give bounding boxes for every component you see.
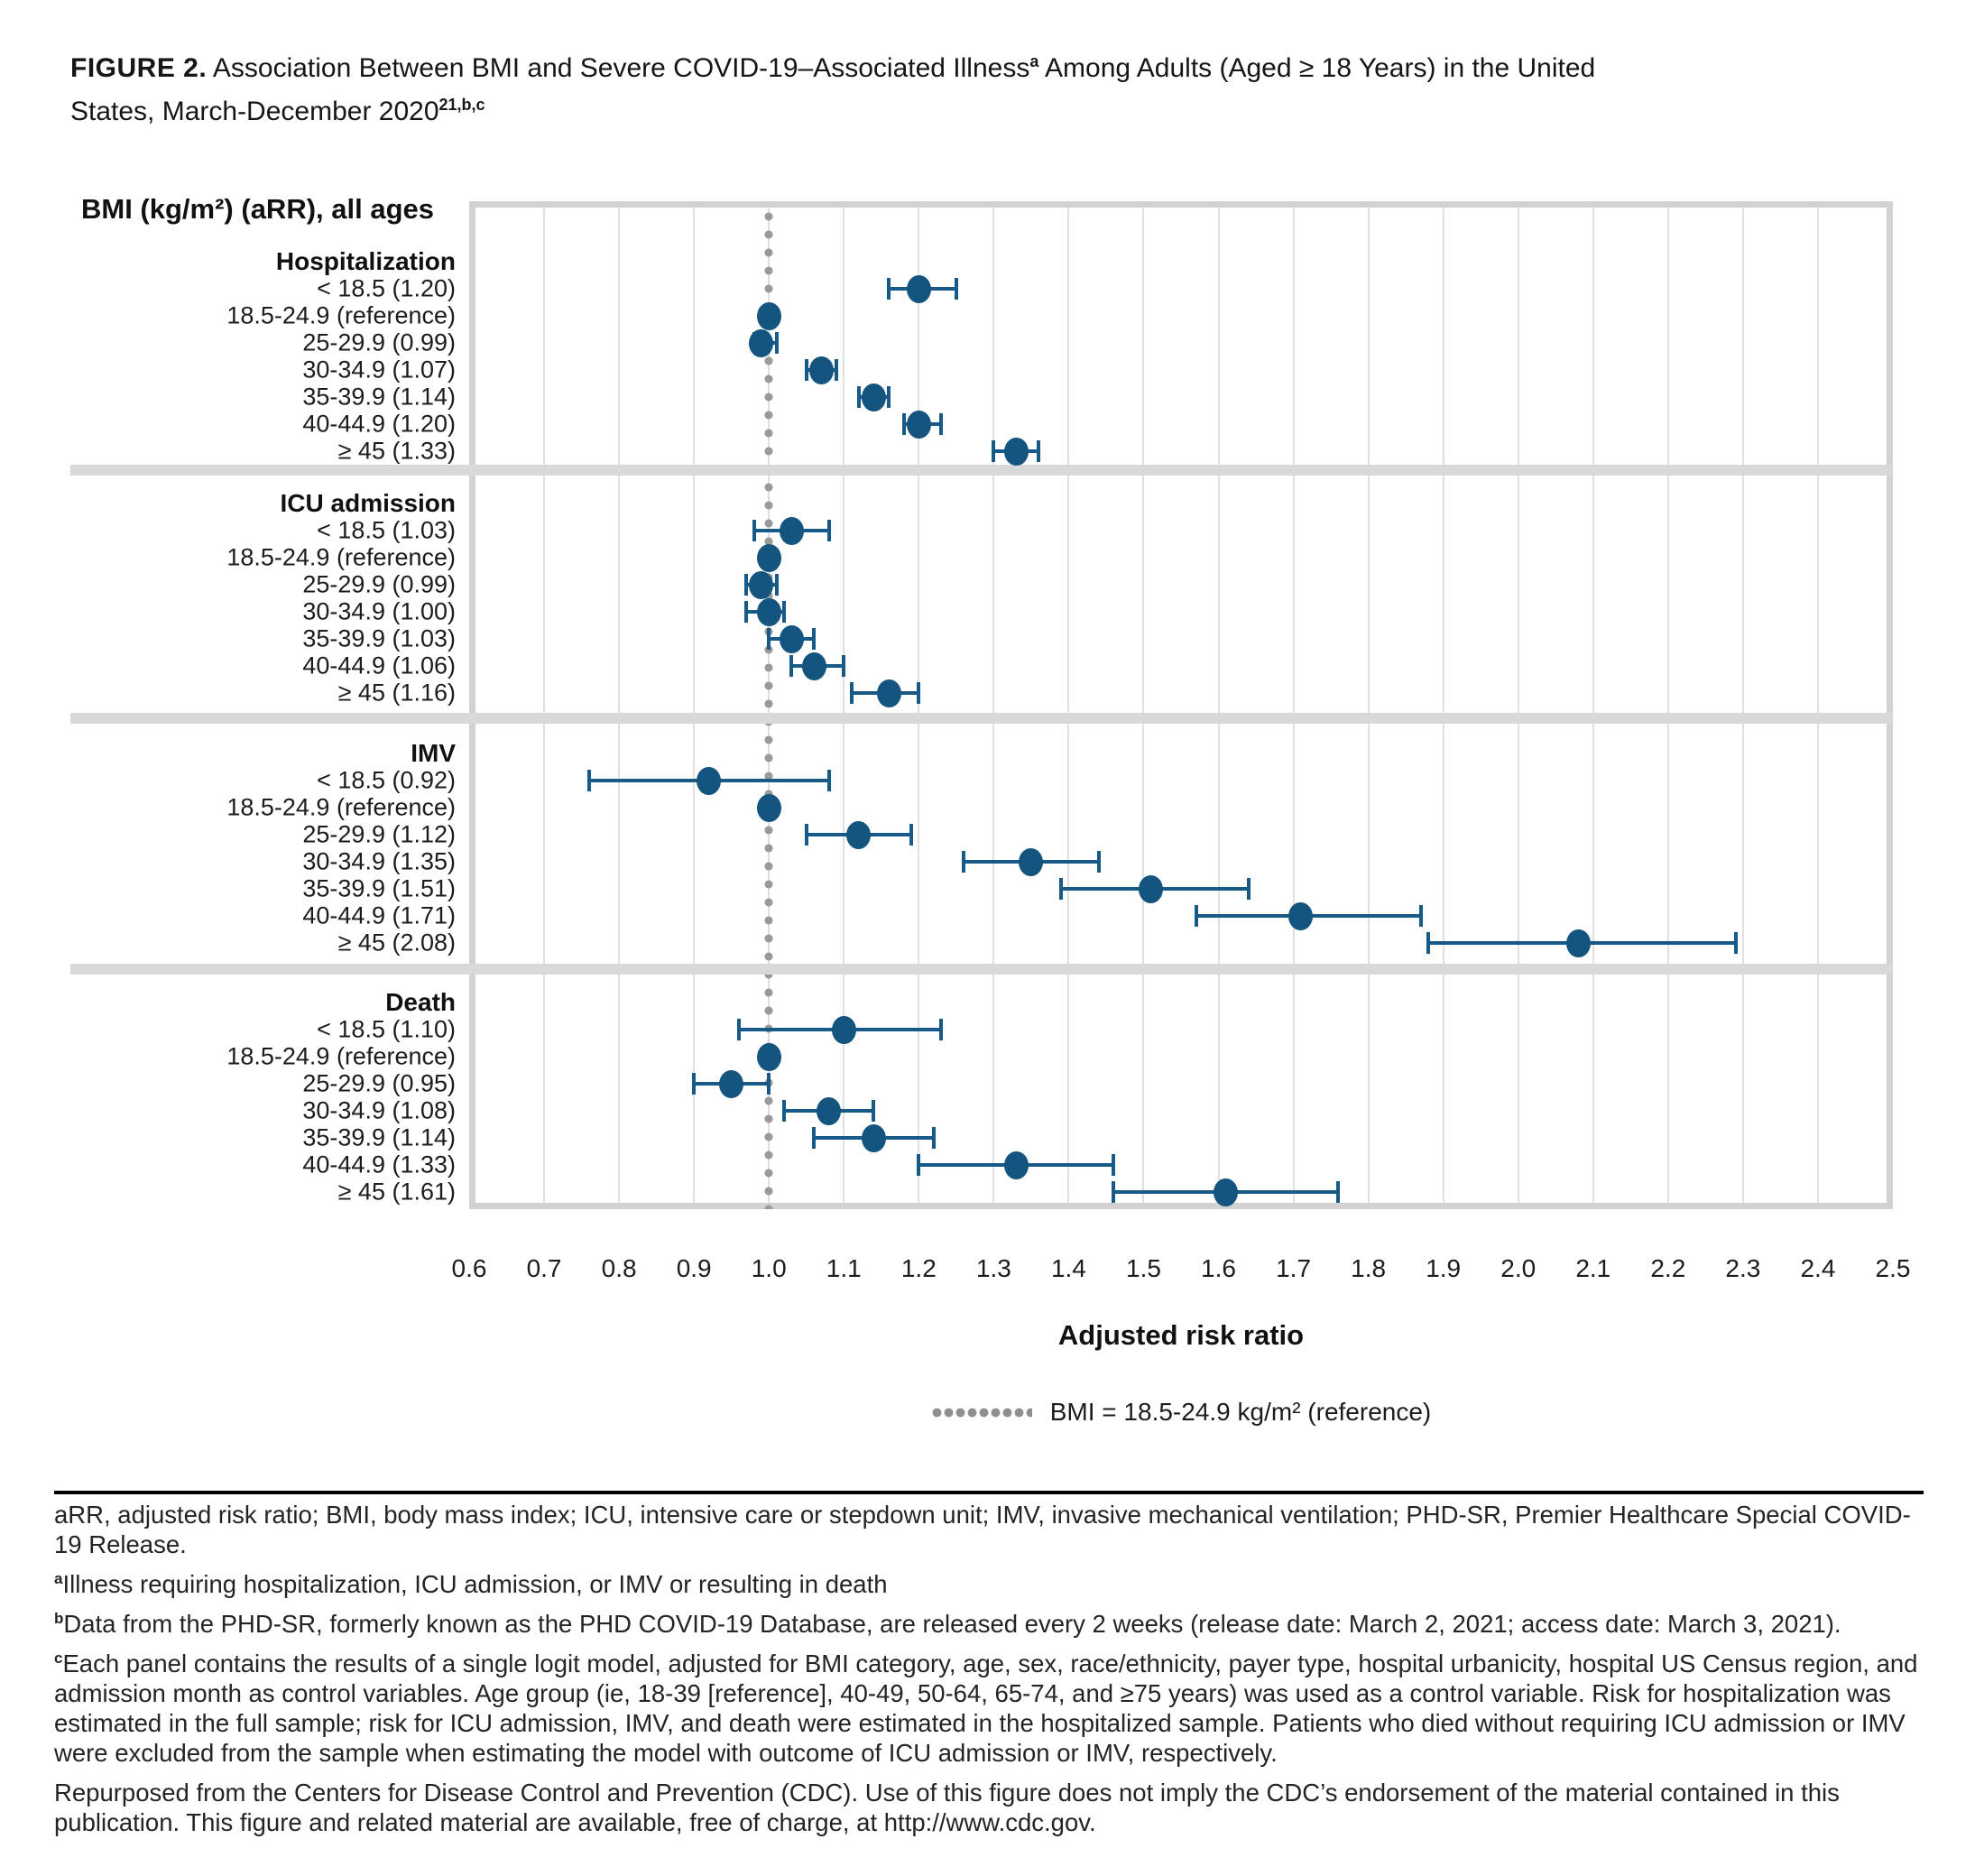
- forest-panels: [0, 201, 1893, 1209]
- row-plot-area: [469, 625, 1893, 652]
- point-marker: [757, 544, 781, 572]
- x-tick-label: 1.0: [751, 1254, 787, 1282]
- x-tick-label: 2.2: [1650, 1254, 1686, 1282]
- panel-divider: [70, 465, 1893, 476]
- panel-divider: [70, 964, 1893, 975]
- forest-row: [0, 652, 1893, 679]
- row-label: 25-29.9 (1.12): [302, 820, 456, 848]
- forest-row: [0, 384, 1893, 411]
- x-tick-label: 0.7: [526, 1254, 562, 1282]
- footnote: $^b$Data from the PHD-SR, formerly known as the PHD COVID-19 Database, are released every 2 weeks (release date: March 2, 2021; access date: March 3, 2021).: [54, 1609, 1841, 1638]
- row-plot-area: [469, 929, 1893, 956]
- forest-row: [0, 794, 1893, 821]
- ci-cap-left: [767, 628, 771, 650]
- row-plot-area: [469, 1124, 1893, 1151]
- ci-cap-right: [842, 655, 845, 677]
- point-marker: [802, 652, 826, 680]
- row-label: ≥ 45 (1.33): [337, 437, 456, 465]
- ci-cap-right: [1097, 851, 1101, 873]
- ci-cap-right: [1112, 1154, 1115, 1176]
- point-marker: [1004, 1151, 1029, 1179]
- ci-cap-left: [917, 1154, 920, 1176]
- forest-row: [0, 571, 1893, 598]
- footnote: $^c$Each panel contains the results of a single logit model, adjusted for BMI category, age, sex, race/ethnicity, payer type, hospital urbanicity, hospital US Census region, and admission month as control variables. Age group (ie, 18-39 [reference], 40-49, 50-64, 65-74, and ≥75 years) was used as a control variable. Risk for hospitalization was estimated in the full sample; risk for ICU admission, IMV, and death were estimated in the hospitalized sample. Patients who died without requiring ICU admission or IMV were excluded from the sample when estimating the model with outcome of ICU admission or IMV, respectively.: [54, 1649, 1918, 1767]
- point-marker: [877, 679, 901, 707]
- x-tick-label: 0.9: [676, 1254, 712, 1282]
- point-marker: [1566, 929, 1591, 957]
- point-marker: [749, 571, 773, 599]
- ci-cap-right: [1037, 440, 1040, 462]
- footnotes: [54, 1500, 1929, 1847]
- forest-row: [0, 1070, 1893, 1097]
- ci-cap-left: [744, 574, 748, 596]
- row-label: 25-29.9 (0.95): [302, 1069, 456, 1097]
- footnote: aRR, adjusted risk ratio; BMI, body mass index; ICU, intensive care or stepdown unit; IMV, invasive mechanical ventilation; PHD-SR, Premier Healthcare Special COVID-19 Release.: [54, 1501, 1911, 1558]
- row-plot-area: [469, 517, 1893, 544]
- point-marker: [862, 1124, 886, 1152]
- ci-cap-left: [737, 1019, 741, 1040]
- ci-cap-left: [789, 655, 793, 677]
- ci-cap-right: [812, 628, 816, 650]
- x-tick-label: 1.4: [1050, 1254, 1086, 1282]
- forest-row: [0, 1178, 1893, 1206]
- point-marker: [809, 356, 834, 384]
- row-label: 30-34.9 (1.35): [302, 847, 456, 875]
- ci-cap-left: [1426, 932, 1430, 954]
- ci-cap-right: [775, 574, 779, 596]
- panel-title-row: [0, 201, 1893, 275]
- point-marker: [697, 767, 721, 795]
- row-label: < 18.5 (1.03): [317, 516, 456, 544]
- point-marker: [817, 1097, 841, 1125]
- row-label: 25-29.9 (0.99): [302, 570, 456, 598]
- x-tick-label: 1.1: [826, 1254, 862, 1282]
- forest-row: [0, 1097, 1893, 1124]
- row-label: 18.5-24.9 (reference): [226, 543, 456, 571]
- row-label: 35-39.9 (1.14): [302, 383, 456, 411]
- x-axis-ticks: [451, 1254, 1911, 1290]
- point-marker: [1139, 875, 1163, 903]
- row-label: 18.5-24.9 (reference): [226, 1042, 456, 1070]
- ci-cap-left: [692, 1073, 696, 1095]
- x-tick-label: 1.6: [1201, 1254, 1236, 1282]
- row-label: ≥ 45 (1.61): [337, 1178, 456, 1206]
- point-marker: [1214, 1178, 1238, 1206]
- point-marker: [907, 411, 931, 439]
- legend-label: BMI = 18.5-24.9 kg/m² (reference): [1049, 1398, 1432, 1426]
- legend: [469, 1394, 1893, 1430]
- point-marker: [1004, 438, 1029, 466]
- point-marker: [757, 598, 781, 626]
- figure-title-text: Association Between BMI and Severe COVID-19–Associated Illness: [207, 53, 1030, 83]
- point-marker: [1019, 848, 1043, 876]
- forest-row: [0, 411, 1893, 438]
- ci-cap-left: [805, 824, 808, 846]
- panel-icu-admission: [0, 476, 1893, 713]
- point-marker: [862, 384, 886, 411]
- row-label: 18.5-24.9 (reference): [226, 301, 456, 329]
- panel-title: IMV: [411, 739, 456, 767]
- row-plot-area: [469, 1043, 1893, 1070]
- row-plot-area: [469, 1097, 1893, 1124]
- panel-title-row: [0, 975, 1893, 1016]
- panel-title-row: [0, 724, 1893, 767]
- row-label: 18.5-24.9 (reference): [226, 793, 456, 821]
- row-label: 25-29.9 (0.99): [302, 328, 456, 356]
- row-plot-area: [469, 679, 1893, 707]
- ci-cap-left: [752, 520, 756, 541]
- forest-row: [0, 625, 1893, 652]
- row-plot-area: [469, 275, 1893, 302]
- figure-number-label: FIGURE 2.: [70, 53, 208, 83]
- footnote-superscript: a: [54, 1569, 63, 1587]
- ci-cap-left: [782, 1100, 786, 1122]
- row-plot-area: [469, 1151, 1893, 1178]
- row-plot-area: [469, 544, 1893, 571]
- ci-cap-right: [827, 770, 831, 791]
- panel-title: ICU admission: [280, 489, 456, 517]
- ci-cap-left: [1195, 905, 1198, 927]
- x-axis-label: Adjusted risk ratio: [1057, 1319, 1305, 1351]
- row-plot-area: [469, 875, 1893, 902]
- ci-cap-left: [992, 440, 995, 462]
- footnote: $^a$Illness requiring hospitalization, ICU admission, or IMV or resulting in death: [54, 1569, 888, 1598]
- row-label: 35-39.9 (1.51): [302, 874, 456, 902]
- forest-row: [0, 598, 1893, 625]
- panel-title: Death: [385, 988, 456, 1016]
- row-label: 40-44.9 (1.20): [302, 410, 456, 438]
- point-marker: [1288, 902, 1313, 930]
- row-plot-area: [469, 384, 1893, 411]
- ci-cap-left: [850, 682, 854, 704]
- ci-cap-right: [939, 413, 943, 435]
- forest-row: [0, 302, 1893, 329]
- ci-cap-right: [1419, 905, 1423, 927]
- panel-hospitalization: [0, 201, 1893, 465]
- ci-cap-right: [827, 520, 831, 541]
- ci-cap-left: [812, 1127, 816, 1149]
- row-label: 35-39.9 (1.03): [302, 624, 456, 652]
- ci-cap-left: [744, 601, 748, 623]
- footnote: Repurposed from the Centers for Disease Control and Prevention (CDC). Use of this figure does not imply the CDC’s endorsement of the material contained in this publication. This figure and related material are available, free of charge, at http://www.cdc.gov.: [54, 1779, 1840, 1836]
- point-marker: [757, 302, 781, 330]
- row-label: 40-44.9 (1.33): [302, 1151, 456, 1178]
- row-label: < 18.5 (1.10): [317, 1015, 456, 1043]
- row-plot-area: [469, 1070, 1893, 1097]
- row-plot-area: [469, 767, 1893, 794]
- ci-cap-right: [909, 824, 913, 846]
- footnote-superscript: c: [54, 1649, 63, 1667]
- figure-title: [70, 47, 1604, 134]
- x-tick-label: 2.1: [1575, 1254, 1611, 1282]
- row-plot-area: [469, 794, 1893, 821]
- ci-cap-right: [767, 1073, 771, 1095]
- point-marker: [749, 329, 773, 357]
- x-tick-label: 2.4: [1800, 1254, 1836, 1282]
- row-label: < 18.5 (0.92): [317, 766, 456, 794]
- row-plot-area: [469, 1016, 1893, 1043]
- ci-cap-right: [939, 1019, 943, 1040]
- ci-cap-right: [835, 359, 838, 381]
- row-plot-area: [469, 329, 1893, 356]
- forest-row: [0, 679, 1893, 707]
- ci-cap-right: [955, 278, 958, 300]
- ci-cap-right: [932, 1127, 936, 1149]
- x-tick-label: 0.6: [451, 1254, 487, 1282]
- forest-row: [0, 767, 1893, 794]
- ci-cap-right: [775, 332, 779, 354]
- ci-cap-right: [782, 601, 786, 623]
- forest-row: [0, 1043, 1893, 1070]
- x-tick-label: 1.5: [1126, 1254, 1161, 1282]
- ci-cap-left: [962, 851, 965, 873]
- footnote-superscript: b: [54, 1609, 64, 1627]
- forest-row: [0, 544, 1893, 571]
- row-label: 30-34.9 (1.00): [302, 597, 456, 625]
- forest-row: [0, 1151, 1893, 1178]
- panel-title: Hospitalization: [275, 247, 456, 275]
- panel-title-row: [0, 476, 1893, 517]
- point-marker: [832, 1016, 856, 1044]
- row-plot-area: [469, 1178, 1893, 1206]
- row-plot-area: [469, 902, 1893, 929]
- row-plot-area: [469, 652, 1893, 679]
- row-plot-area: [469, 302, 1893, 329]
- row-plot-area: [469, 411, 1893, 438]
- row-label: 40-44.9 (1.71): [302, 901, 456, 929]
- forest-row: [0, 329, 1893, 356]
- panel-death: [0, 975, 1893, 1209]
- row-label: 35-39.9 (1.14): [302, 1123, 456, 1151]
- forest-row: [0, 275, 1893, 302]
- ci-cap-right: [1734, 932, 1738, 954]
- forest-row: [0, 821, 1893, 848]
- row-plot-area: [469, 356, 1893, 384]
- dotted-line-swatch: [931, 1408, 1032, 1418]
- point-marker: [846, 821, 871, 849]
- row-label: 40-44.9 (1.06): [302, 652, 456, 679]
- point-marker: [719, 1070, 743, 1098]
- row-plot-area: [469, 848, 1893, 875]
- forest-row: [0, 517, 1893, 544]
- forest-row: [0, 929, 1893, 956]
- ci-cap-right: [887, 386, 891, 408]
- x-tick-label: 1.8: [1351, 1254, 1387, 1282]
- row-label: 30-34.9 (1.08): [302, 1096, 456, 1124]
- x-tick-label: 2.0: [1500, 1254, 1537, 1282]
- row-plot-area: [469, 598, 1893, 625]
- ci-cap-right: [1247, 878, 1251, 900]
- ci-cap-left: [902, 413, 906, 435]
- ci-cap-left: [1112, 1181, 1115, 1203]
- point-marker: [780, 517, 804, 545]
- row-plot-area: [469, 821, 1893, 848]
- ci-cap-right: [917, 682, 920, 704]
- title-superscript-a: a: [1029, 52, 1039, 70]
- row-label: < 18.5 (1.20): [317, 274, 456, 302]
- x-tick-label: 1.3: [975, 1254, 1011, 1282]
- x-tick-label: 2.5: [1875, 1254, 1911, 1282]
- title-superscript-refs: 21,b,c: [438, 96, 485, 114]
- ci-cap-left: [1059, 878, 1063, 900]
- row-label: 30-34.9 (1.07): [302, 356, 456, 384]
- forest-row: [0, 1016, 1893, 1043]
- row-plot-area: [469, 438, 1893, 465]
- ci-cap-right: [1336, 1181, 1340, 1203]
- ci-cap-right: [872, 1100, 875, 1122]
- row-label: ≥ 45 (1.16): [337, 679, 456, 707]
- ci-cap-left: [805, 359, 808, 381]
- ci-cap-left: [887, 278, 891, 300]
- forest-row: [0, 875, 1893, 902]
- point-marker: [757, 1043, 781, 1071]
- ci-cap-left: [587, 770, 591, 791]
- forest-row: [0, 438, 1893, 465]
- forest-row: [0, 902, 1893, 929]
- point-marker: [780, 625, 804, 653]
- row-plot-area: [469, 571, 1893, 598]
- forest-row: [0, 1124, 1893, 1151]
- forest-row: [0, 356, 1893, 384]
- forest-row: [0, 848, 1893, 875]
- panel-divider: [70, 713, 1893, 724]
- figure-title-rest: Among Adults (Aged ≥ 18 Years) in the United States, March-December 2020: [70, 53, 1596, 126]
- point-marker: [757, 794, 781, 822]
- x-tick-label: 1.7: [1276, 1254, 1312, 1282]
- ci-cap-left: [857, 386, 861, 408]
- row-label: ≥ 45 (2.08): [337, 929, 456, 956]
- y-axis-header: BMI (kg/m²) (aRR), all ages: [81, 193, 434, 225]
- x-tick-label: 0.8: [601, 1254, 637, 1282]
- footnote-divider-rule: [54, 1491, 1924, 1494]
- panel-imv: [0, 724, 1893, 964]
- x-tick-label: 2.3: [1725, 1254, 1761, 1282]
- point-marker: [907, 275, 931, 303]
- x-tick-label: 1.2: [900, 1254, 937, 1282]
- x-tick-label: 1.9: [1426, 1254, 1462, 1282]
